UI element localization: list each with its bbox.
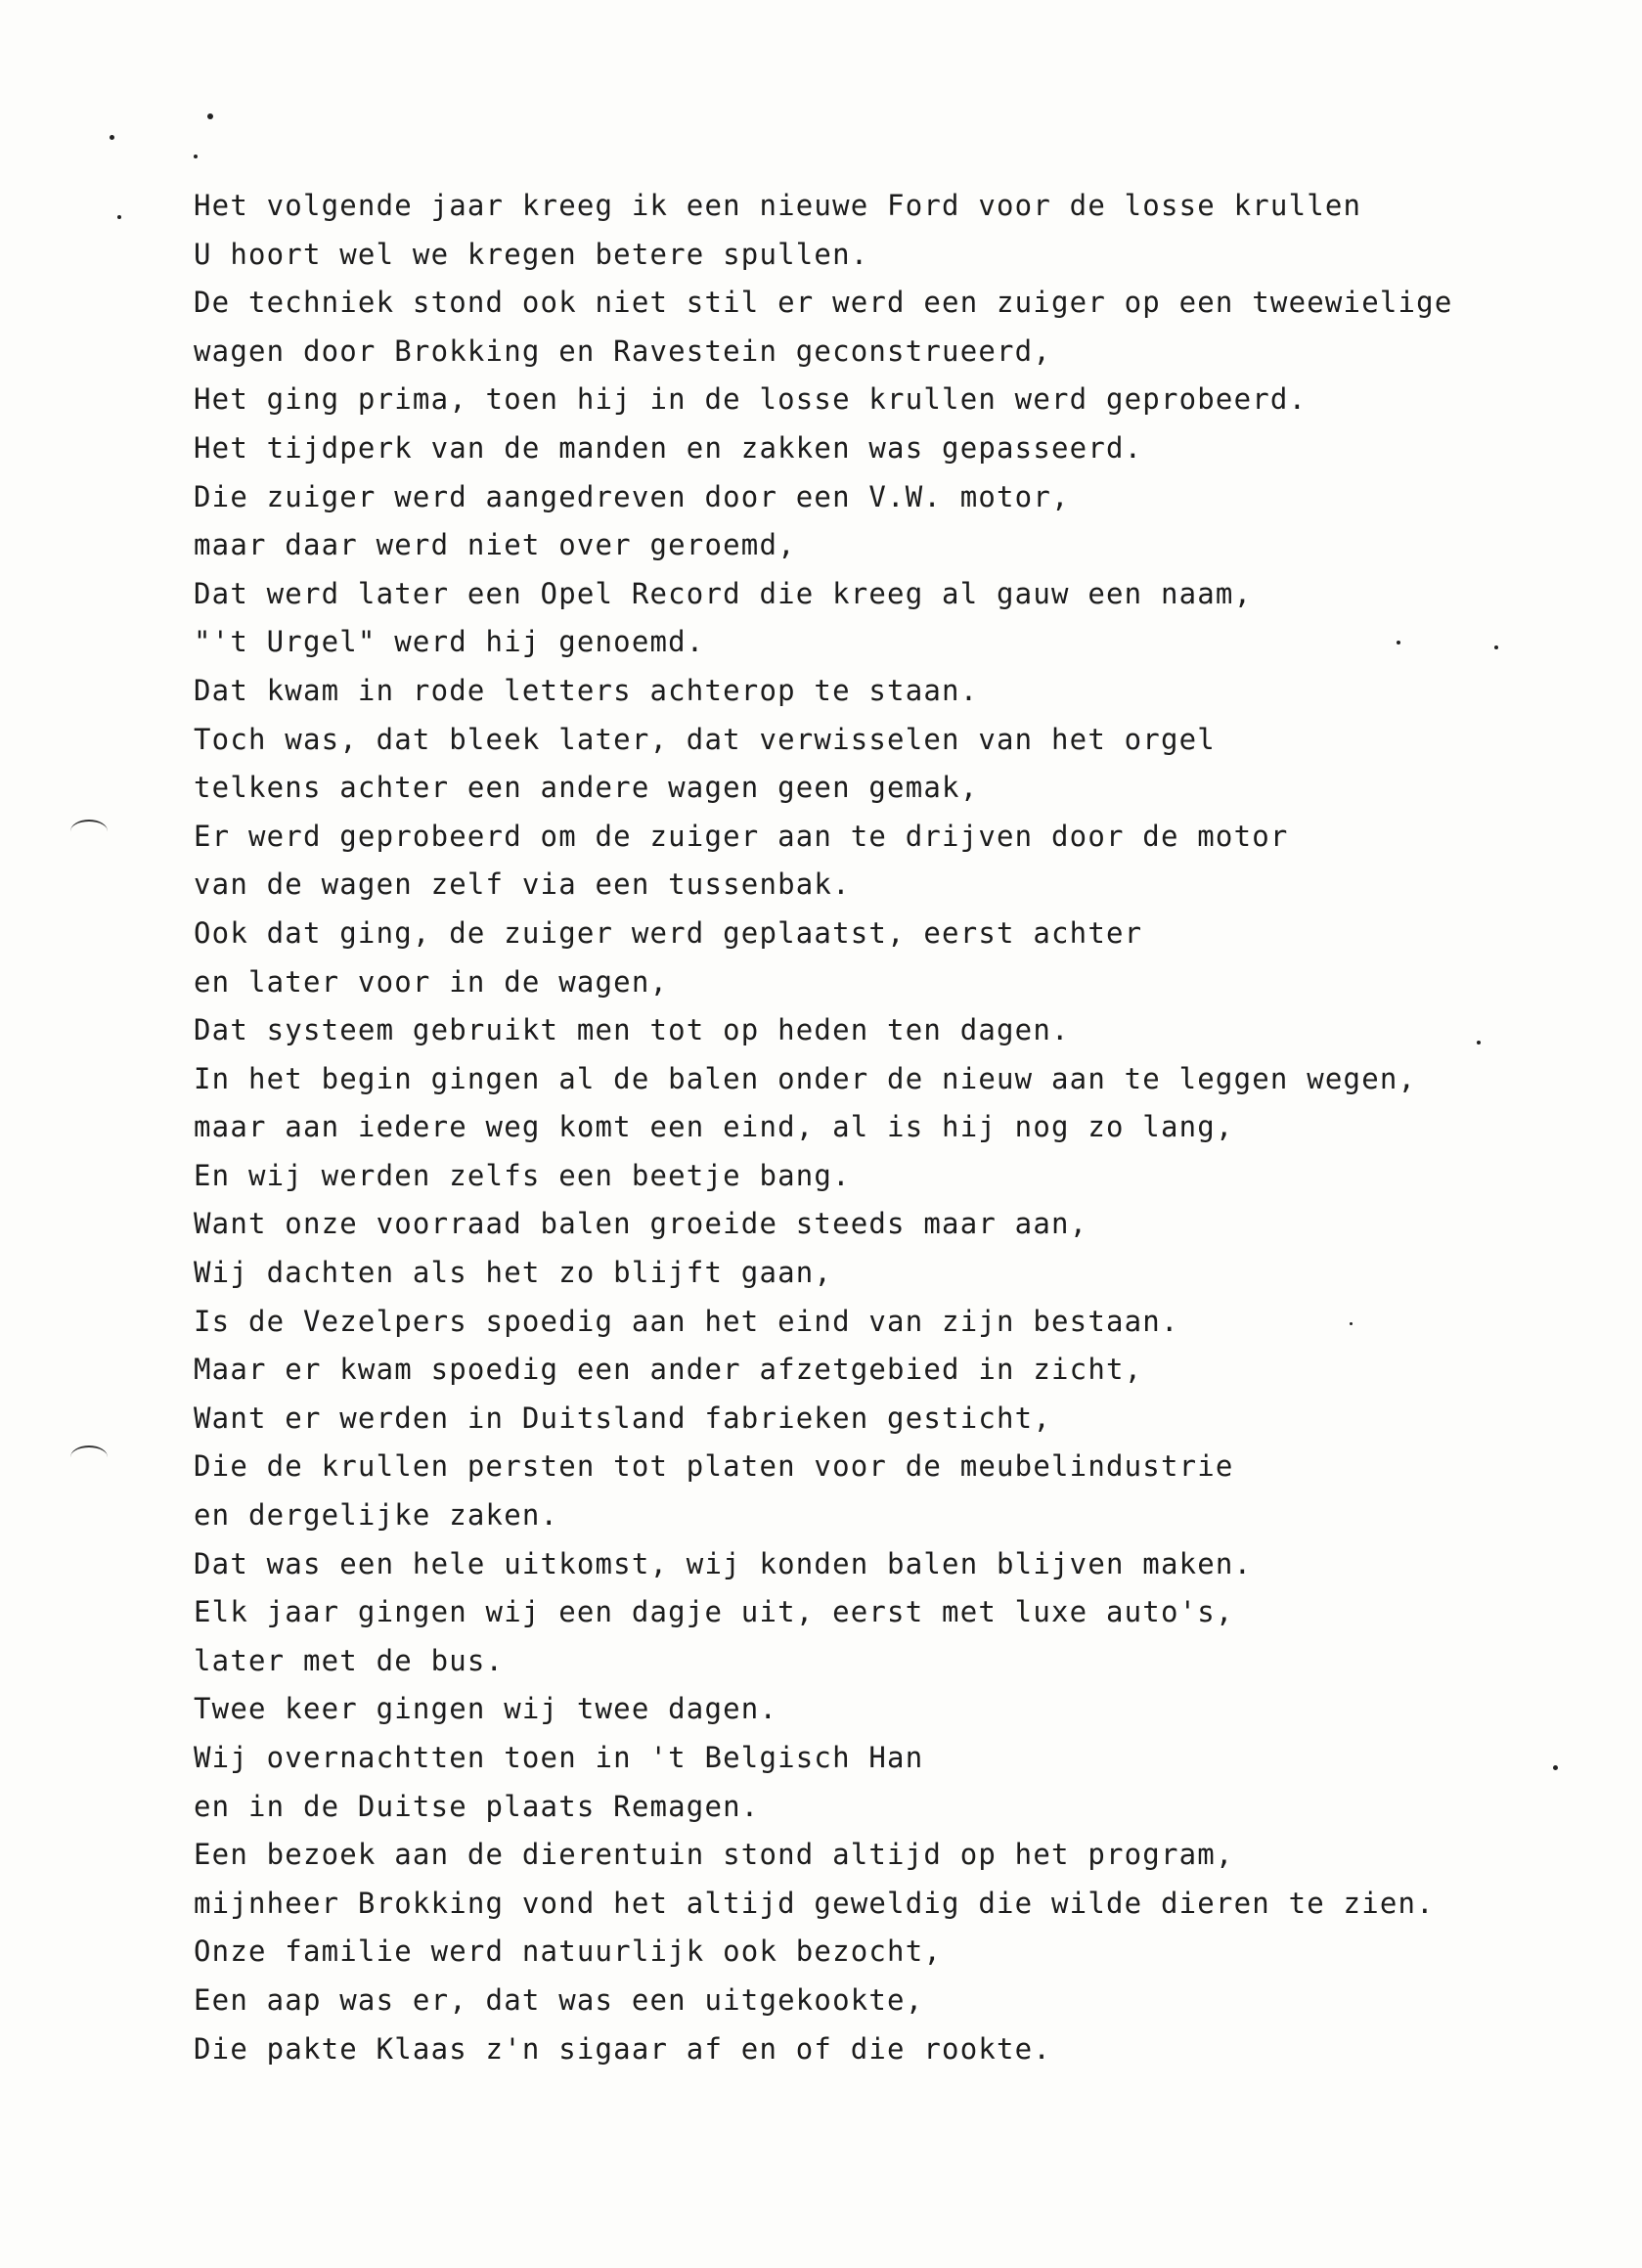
text-line: en later voor in de wagen, — [194, 964, 669, 999]
text-line: en in de Duitse plaats Remagen. — [194, 1789, 760, 1823]
text-line: Die zuiger werd aangedreven door een V.W. motor, — [194, 479, 1070, 513]
text-line: Ook dat ging, de zuiger werd geplaatst, eerst achter — [194, 915, 1143, 950]
text-line: Maar er kwam spoedig een ander afzetgebied in zicht, — [194, 1353, 1143, 1387]
text-line: Een aap was er, dat was een uitgekookte, — [194, 1982, 924, 2017]
text-line: later met de bus. — [194, 1643, 505, 1677]
text-line: Er werd geprobeerd om de zuiger aan te drijven door de motor — [194, 819, 1289, 853]
text-line: mijnheer Brokking vond het altijd geweldig die wilde dieren te zien. — [194, 1886, 1435, 1920]
text-line: Dat werd later een Opel Record die kreeg al gauw een naam, — [194, 576, 1253, 610]
text-line: Elk jaar gingen wij een dagje uit, eerst met luxe auto's, — [194, 1595, 1234, 1629]
text-line: En wij werden zelfs een beetje bang. — [194, 1158, 851, 1192]
punch-hole-mark — [70, 1445, 108, 1469]
text-line: Onze familie werd natuurlijk ook bezocht, — [194, 1934, 943, 1969]
ink-speck — [207, 113, 213, 119]
text-line: Wij overnachtten toen in 't Belgisch Han — [194, 1741, 924, 1774]
text-line: Is de Vezelpers spoedig aan het eind van zijn bestaan. — [194, 1304, 1179, 1338]
text-line: De techniek stond ook niet stil er werd een zuiger op een tweewielige — [194, 286, 1453, 320]
text-line: Twee keer gingen wij twee dagen. — [194, 1692, 778, 1726]
text-line: U hoort wel we kregen betere spullen. — [194, 237, 869, 271]
ink-speck — [194, 155, 198, 158]
text-line: Die de krullen persten tot platen voor de meubelindustrie — [194, 1449, 1234, 1484]
text-line: Een bezoek aan de dierentuin stond altijd op het program, — [194, 1838, 1234, 1872]
text-line: Het ging prima, toen hij in de losse krullen werd geprobeerd. — [194, 382, 1308, 417]
text-line: telkens achter een andere wagen geen gemak, — [194, 771, 979, 805]
text-line: Want er werden in Duitsland fabrieken gesticht, — [194, 1401, 1051, 1435]
text-line: Het volgende jaar kreeg ik een nieuwe Ford voor de losse krullen — [194, 189, 1362, 222]
text-line: Dat was een hele uitkomst, wij konden balen blijven maken. — [194, 1546, 1253, 1580]
text-line: van de wagen zelf via een tussenbak. — [194, 867, 851, 902]
ink-speck — [117, 215, 121, 219]
punch-hole-mark — [70, 820, 108, 843]
text-line: Dat kwam in rode letters achterop te staan. — [194, 673, 979, 707]
text-line: Dat systeem gebruikt men tot op heden ten dagen. — [194, 1013, 1070, 1047]
text-line: maar daar werd niet over geroemd, — [194, 528, 796, 562]
text-line: Want onze voorraad balen groeide steeds maar aan, — [194, 1207, 1088, 1241]
text-line: "'t Urgel" werd hij genoemd. — [194, 625, 705, 659]
text-line: Toch was, dat bleek later, dat verwisselen van het orgel — [194, 722, 1216, 756]
text-line: maar aan iedere weg komt een eind, al is hij nog zo lang, — [194, 1110, 1234, 1144]
text-line: In het begin gingen al de balen onder de nieuw aan te leggen wegen, — [194, 1061, 1417, 1095]
text-line: Wij dachten als het zo blijft gaan, — [194, 1256, 833, 1290]
text-line: wagen door Brokking en Ravestein geconstrueerd, — [194, 334, 1051, 368]
ink-speck — [110, 135, 114, 140]
text-line: en dergelijke zaken. — [194, 1498, 559, 1533]
typed-text-body — [194, 182, 1621, 2073]
text-line: Die pakte Klaas z'n sigaar af en of die rookte. — [194, 2031, 1051, 2066]
text-line: Het tijdperk van de manden en zakken was gepasseerd. — [194, 430, 1143, 465]
